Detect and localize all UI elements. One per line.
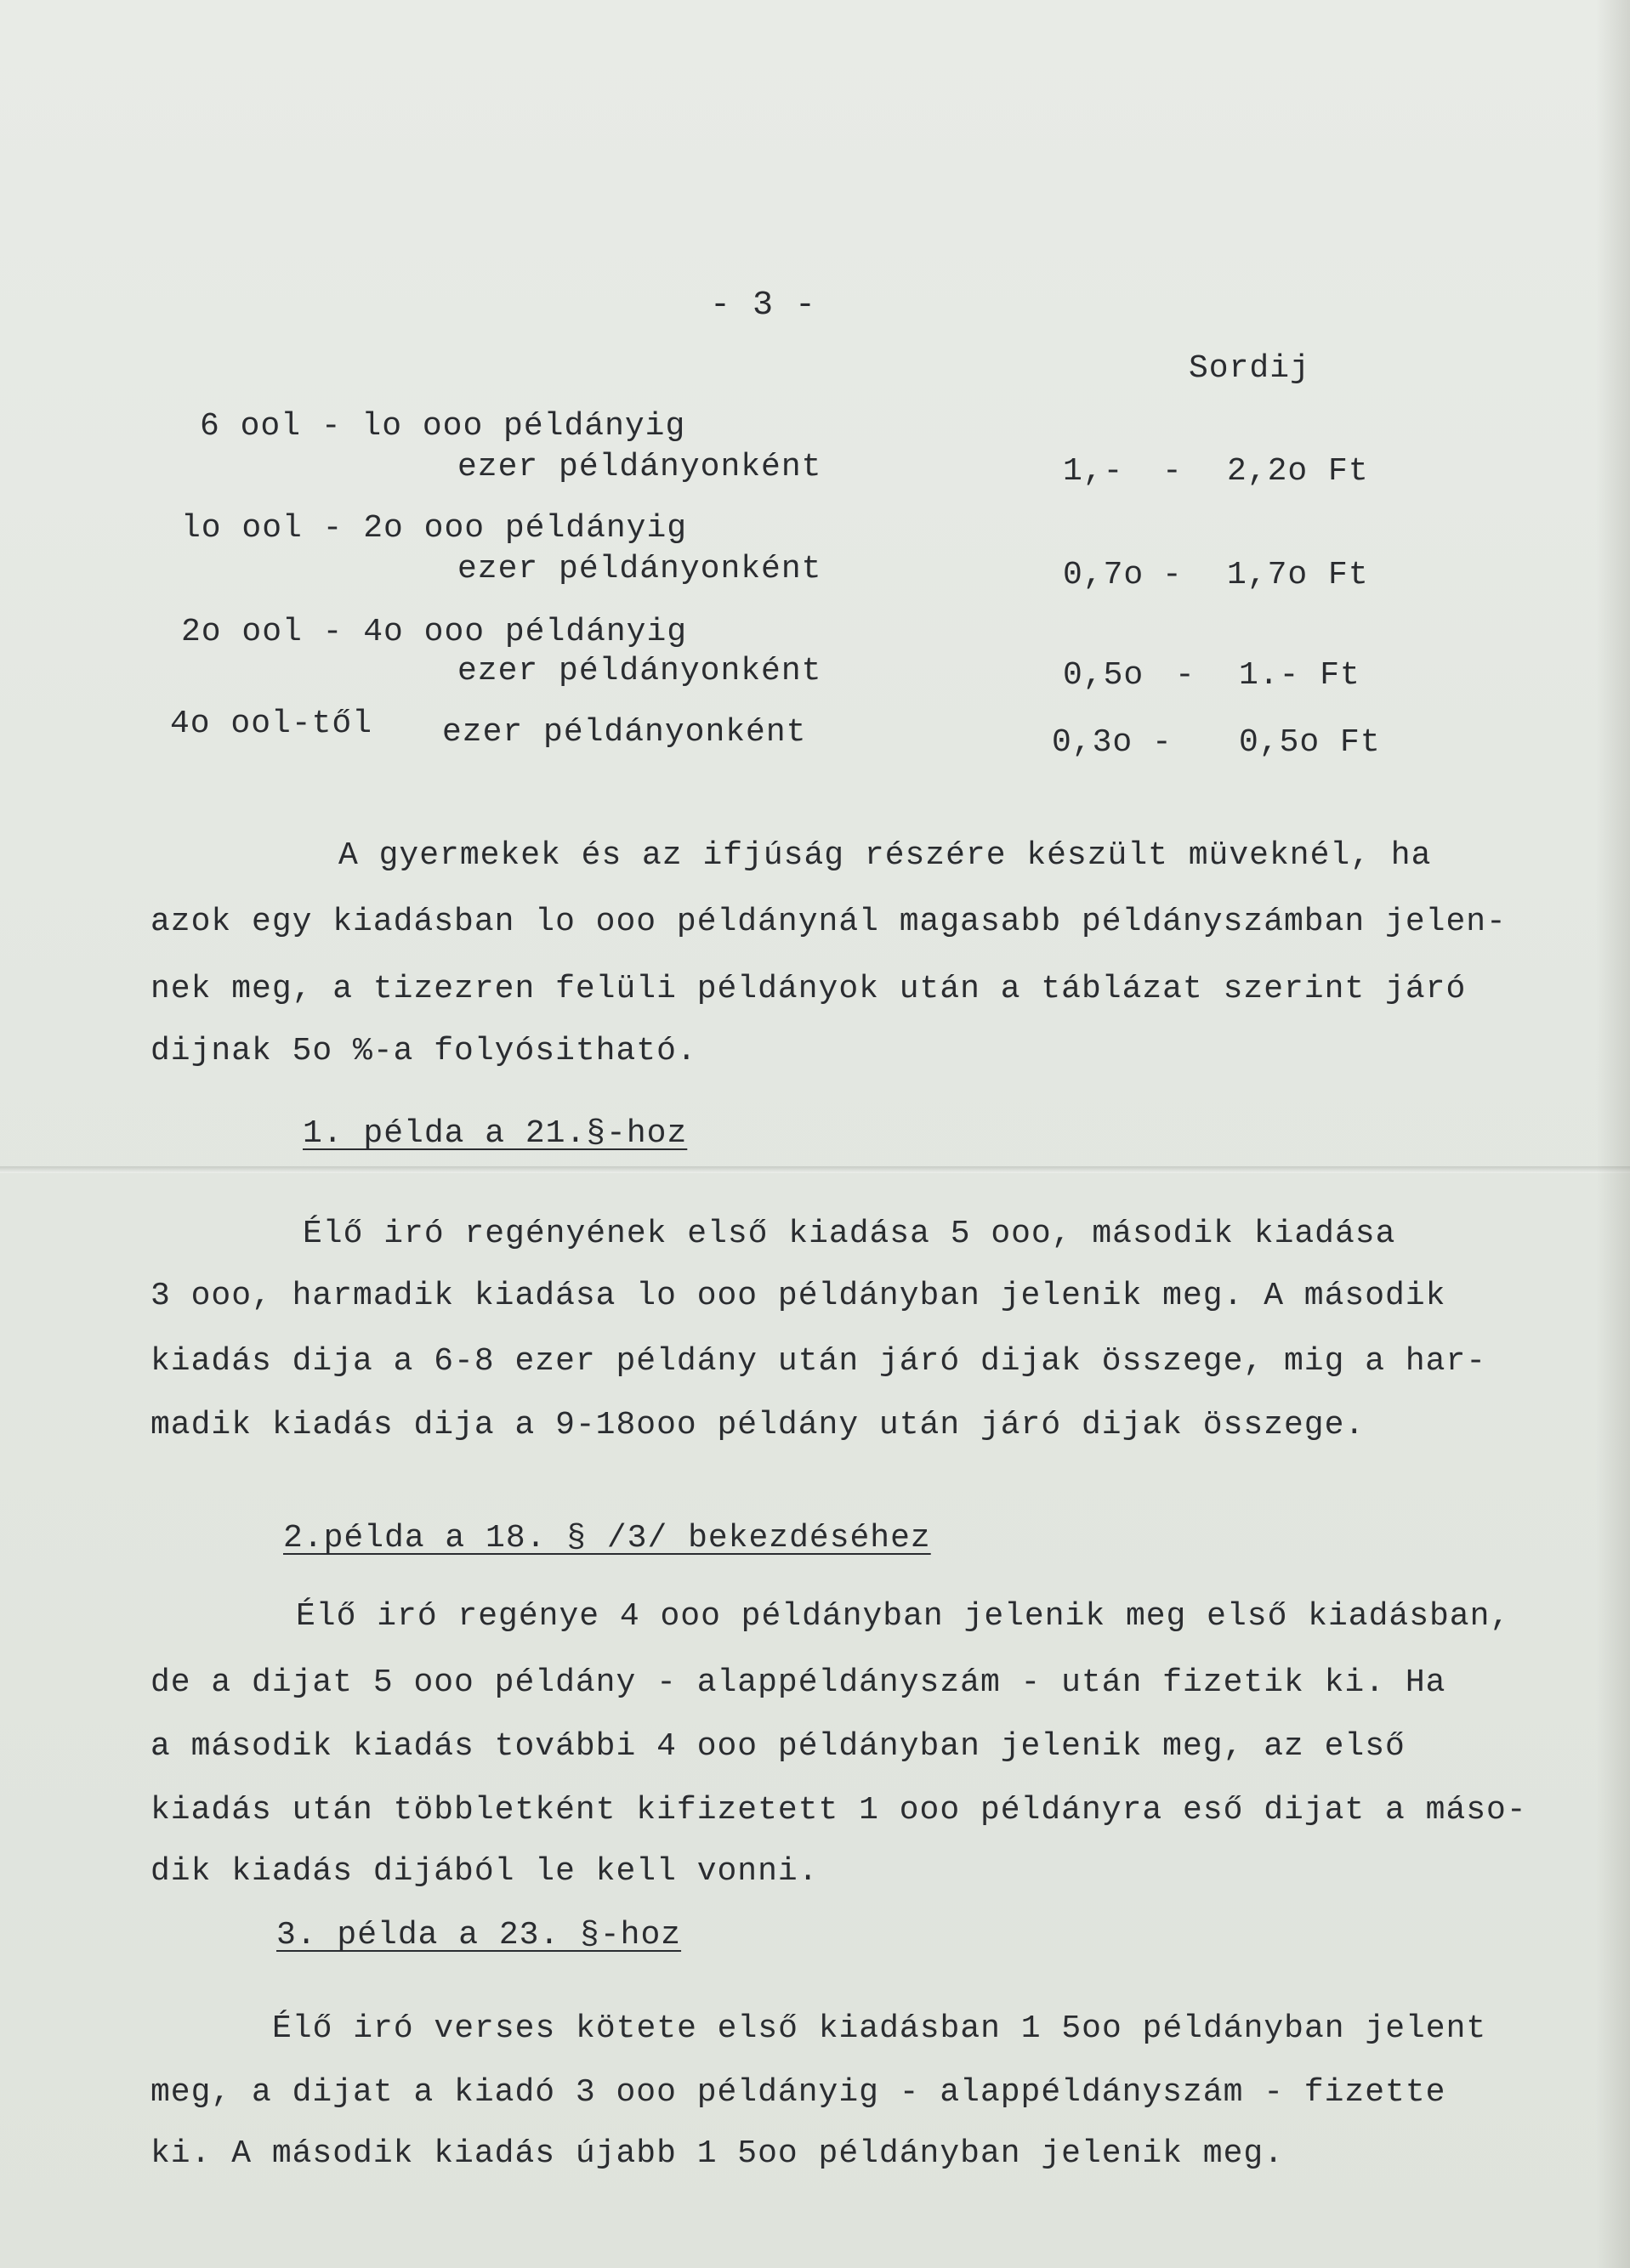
example2-line: dik kiadás dijából le kell vonni. <box>151 1853 819 1890</box>
rate-row-to: 1.- Ft <box>1239 657 1360 694</box>
example1-heading: 1. példa a 21.§-hoz <box>303 1115 688 1152</box>
rate-row-dash: - <box>1162 453 1183 490</box>
example3-line: Élő iró verses kötete első kiadásban 1 5oo példányban jelent <box>272 2010 1487 2047</box>
rate-row-to: 0,5o Ft <box>1239 724 1381 761</box>
example1-line: Élő iró regényének első kiadása 5 ooo, második kiadása <box>303 1216 1396 1252</box>
rate-row-dash: - <box>1152 724 1173 761</box>
paragraph-line: nek meg, a tizezren felüli példányok után a táblázat szerint járó <box>151 971 1467 1007</box>
page-edge-shadow <box>1596 0 1630 2268</box>
paragraph-line: A gyermekek és az ifjúság részére készült müveknél, ha <box>338 837 1432 874</box>
rate-row-from: 0,7o <box>1063 557 1144 593</box>
example3-line: ki. A második kiadás újabb 1 5oo példányban jelenik meg. <box>151 2135 1285 2172</box>
example3-heading: 3. példa a 23. §-hoz <box>276 1917 682 1953</box>
rate-row-from: 0,3o <box>1052 724 1133 761</box>
example2-line: kiadás után többletként kifizetett 1 ooo példányra eső dijat a máso- <box>151 1792 1527 1829</box>
example3-line: meg, a dijat a kiadó 3 ooo példányig - alappéldányszám - fizette <box>151 2074 1446 2111</box>
paragraph-line: dijnak 5o %-a folyósitható. <box>151 1033 697 1069</box>
example2-line: a második kiadás további 4 ooo példányban jelenik meg, az első <box>151 1728 1406 1765</box>
rate-row-dash: - <box>1162 557 1183 593</box>
example1-line: 3 ooo, harmadik kiadása lo ooo példányban jelenik meg. A második <box>151 1278 1446 1314</box>
rate-row-dash: - <box>1175 657 1196 694</box>
rate-row-unit: ezer példányonként <box>442 714 807 751</box>
page-number: - 3 - <box>710 286 817 325</box>
rate-row-from: 0,5o <box>1063 657 1144 694</box>
example1-line: kiadás dija a 6-8 ezer példány után járó dijak összege, mig a har- <box>151 1343 1487 1380</box>
rate-row-to: 1,7o Ft <box>1227 557 1369 593</box>
rate-column-header: Sordij <box>1189 350 1310 387</box>
rate-row-to: 2,2o Ft <box>1227 453 1369 490</box>
paragraph-line: azok egy kiadásban lo ooo példánynál magasabb példányszámban jelen- <box>151 904 1507 940</box>
rate-row-from: 1,- <box>1063 453 1124 490</box>
rate-row-range: lo ool - 2o ooo példányig <box>181 510 688 547</box>
example2-heading: 2.példa a 18. § /3/ bekezdéséhez <box>283 1520 931 1556</box>
rate-row-unit: ezer példányonként <box>457 653 822 689</box>
page-fold <box>0 1166 1630 1173</box>
rate-row-range: 4o ool-től <box>170 706 373 742</box>
rate-row-range: 2o ool - 4o ooo példányig <box>181 614 688 650</box>
example2-line: de a dijat 5 ooo példány - alappéldányszám - után fizetik ki. Ha <box>151 1664 1446 1701</box>
example2-line: Élő iró regénye 4 ooo példányban jelenik meg első kiadásban, <box>296 1598 1511 1635</box>
example1-line: madik kiadás dija a 9-18ooo példány után járó dijak összege. <box>151 1407 1366 1443</box>
rate-row-unit: ezer példányonként <box>457 449 822 485</box>
rate-row-unit: ezer példányonként <box>457 551 822 587</box>
rate-row-range: 6 ool - lo ooo példányig <box>200 408 686 445</box>
